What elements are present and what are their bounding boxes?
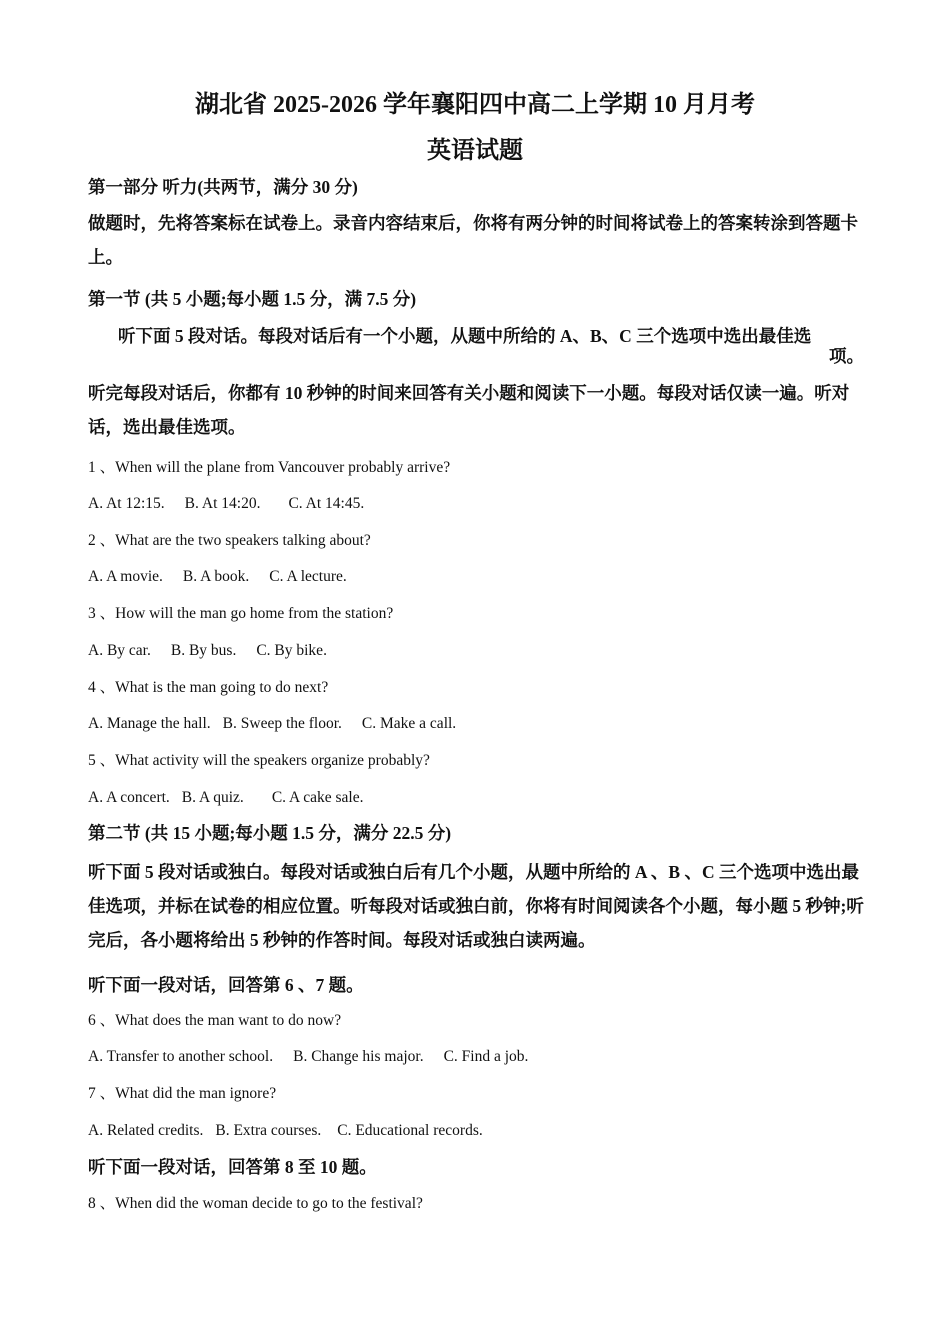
option-b[interactable]: B. By bus. (170, 642, 237, 659)
option-a[interactable]: A. A concert. (88, 789, 170, 806)
option-b[interactable]: B. A quiz. (181, 789, 244, 806)
options-2 (88, 567, 864, 587)
section1-instruction-line1: 听下面 5 段对话。每段对话后有一个小题，从题中所给的 A、B、C 三个选项中选出最佳选 (118, 326, 812, 346)
group2-heading: 听下面一段对话，回答第 8 至 10 题。 (88, 1157, 377, 1177)
option-a[interactable]: A. Related credits. (88, 1122, 204, 1139)
options-7 (88, 1121, 864, 1141)
option-c[interactable]: C. A cake sale. (271, 789, 364, 806)
options-4 (88, 714, 864, 734)
group1-heading: 听下面一段对话，回答第 6 、7 题。 (88, 975, 364, 995)
option-a[interactable]: A. Manage the hall. (88, 715, 211, 732)
question-7: 7 、What did the man ignore? (88, 1085, 277, 1102)
option-b[interactable]: B. Extra courses. (215, 1122, 322, 1139)
option-c[interactable]: C. A lecture. (269, 568, 347, 585)
section1-instruction-wrap: 项。 (829, 346, 864, 366)
option-a[interactable]: A. Transfer to another school. (88, 1048, 274, 1065)
option-b[interactable]: B. A book. (182, 568, 250, 585)
option-a[interactable]: A. By car. (88, 642, 151, 659)
option-c[interactable]: C. Find a job. (443, 1048, 529, 1065)
options-3 (88, 641, 864, 661)
options-6 (88, 1047, 864, 1067)
question-6: 6 、What does the man want to do now? (88, 1012, 342, 1029)
question-4: 4 、What is the man going to do next? (88, 679, 329, 696)
option-c[interactable]: C. At 14:45. (288, 495, 365, 512)
section1-heading: 第一节 (共 5 小题;每小题 1.5 分，满 7.5 分) (88, 289, 417, 309)
question-1: 1 、When will the plane from Vancouver probably arrive? (88, 459, 451, 476)
option-b[interactable]: B. At 14:20. (184, 495, 261, 512)
section2-instruction: 听下面 5 段对话或独白。每段对话或独白后有几个小题，从题中所给的 A 、B 、C 三个选项中选出最佳选项，并标在试卷的相应位置。听每段对话或独白前，你将有时间阅读各个小题，每小题 5 秒钟;听完后，各小题将给出 5 秒钟的作答时间。每段对话或独白读两遍。 (88, 862, 864, 950)
question-8: 8 、When did the woman decide to go to the festival? (88, 1195, 423, 1212)
options-1 (88, 494, 864, 514)
question-5: 5 、What activity will the speakers organize probably? (88, 752, 430, 769)
part1-heading: 第一部分 听力(共两节，满分 30 分) (88, 177, 358, 197)
option-c[interactable]: C. Educational records. (337, 1122, 483, 1139)
exam-subtitle: 英语试题 (427, 138, 523, 164)
option-b[interactable]: B. Change his major. (293, 1048, 424, 1065)
option-b[interactable]: B. Sweep the floor. (222, 715, 342, 732)
option-a[interactable]: A. At 12:15. (88, 495, 165, 512)
question-3: 3 、How will the man go home from the station? (88, 605, 394, 622)
option-c[interactable]: C. By bike. (256, 642, 327, 659)
option-c[interactable]: C. Make a call. (361, 715, 457, 732)
option-a[interactable]: A. A movie. (88, 568, 163, 585)
section1-instruction-rest: 听完每段对话后，你都有 10 秒钟的时间来回答有关小题和阅读下一小题。每段对话仅读一遍。听对话，选出最佳选项。 (88, 383, 850, 437)
options-5 (88, 788, 864, 808)
question-2: 2 、What are the two speakers talking about? (88, 532, 371, 549)
exam-title: 湖北省 2025-2026 学年襄阳四中高二上学期 10 月月考 (195, 92, 755, 118)
section2-heading: 第二节 (共 15 小题;每小题 1.5 分，满分 22.5 分) (88, 823, 452, 843)
part1-instruction: 做题时，先将答案标在试卷上。录音内容结束后，你将有两分钟的时间将试卷上的答案转涂到答题卡上。 (88, 213, 858, 267)
